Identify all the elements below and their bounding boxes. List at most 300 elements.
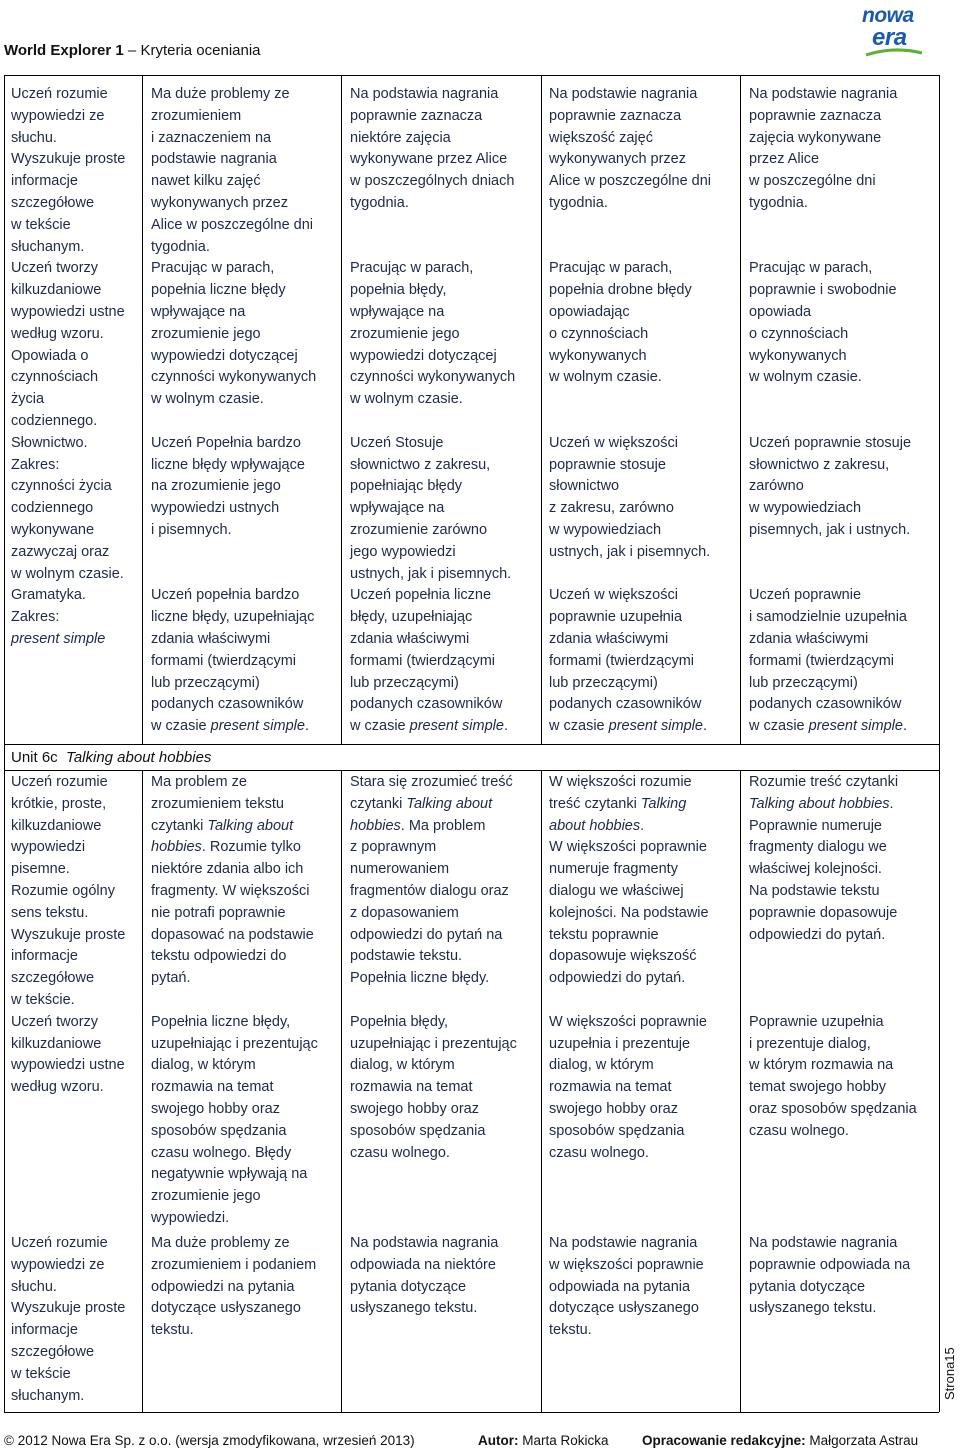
criteria-cell-r3-c3 — [350, 1233, 539, 1320]
criteria-line: wypowiedzi ustnych — [151, 500, 280, 517]
criteria-line: Uczeń rozumie — [11, 1235, 108, 1251]
criteria-line: w wolnym czasie. — [11, 565, 124, 582]
criteria-line — [749, 237, 937, 259]
criteria-line: wypowiedzi — [11, 839, 86, 856]
criteria-line: Opowiada o — [11, 347, 89, 364]
criteria-cell-r3-c2 — [151, 1233, 339, 1342]
criteria-line: tekstu poprawnie — [549, 926, 659, 943]
nowa-era-logo — [862, 4, 930, 58]
criteria-line: niektóre zdania albo ich — [151, 861, 304, 878]
criteria-line: lub przeczącymi) — [350, 674, 459, 691]
criteria-line — [151, 564, 339, 586]
criteria-line: lub przeczącymi) — [749, 674, 858, 691]
table-col-rule — [4, 744, 5, 771]
criteria-line: większość zajęć — [549, 129, 653, 146]
criteria-line: W większości poprawnie — [549, 839, 707, 856]
criteria-line: słownictwo z zakresu, — [749, 456, 890, 473]
criteria-line: swojego hobby oraz — [549, 1100, 678, 1117]
criteria-line: wypowiedzi. — [151, 1209, 230, 1226]
criteria-line: lub przeczącymi) — [151, 674, 260, 691]
criteria-line: oraz sposobów spędzania — [749, 1100, 917, 1117]
criteria-line: zajęcia wykonywane — [749, 129, 882, 146]
criteria-line — [749, 215, 937, 237]
criteria-line: poprawnie stosuje — [549, 456, 666, 473]
criteria-cell-r1-c4 — [549, 84, 738, 738]
criteria-line: uzupełniając i prezentując — [151, 1035, 318, 1052]
criteria-line: z dopasowaniem — [350, 904, 459, 921]
criteria-line: Uczeń poprawnie — [749, 587, 862, 604]
criteria-line: dotyczące usłyszanego — [549, 1300, 699, 1317]
criteria-line: czynności wykonywanych — [151, 369, 317, 386]
criteria-cell-r2-c3 — [350, 772, 539, 1164]
table-col-rule — [341, 771, 342, 1232]
criteria-line: kolejności. Na podstawie — [549, 904, 709, 921]
criteria-line: błędy, uzupełniając — [350, 609, 473, 626]
side-page-label: Strona15 — [942, 1347, 957, 1400]
table-col-rule — [939, 744, 940, 771]
criteria-line — [749, 411, 937, 433]
criteria-line — [749, 946, 937, 968]
criteria-line: zdania właściwymi — [151, 630, 271, 647]
criteria-cell-r1-c3 — [350, 84, 539, 738]
criteria-line: Pracując w parach, — [549, 260, 673, 277]
criteria-line: krótkie, proste, — [11, 795, 107, 812]
criteria-cell-r3-c5 — [749, 1233, 937, 1320]
criteria-line: poprawnie odpowiada na — [749, 1256, 911, 1273]
criteria-line: pisemnych, jak i ustnych. — [749, 521, 911, 538]
criteria-line: życia — [11, 391, 45, 408]
criteria-line — [749, 990, 937, 1012]
criteria-line: tygodnia. — [151, 238, 210, 255]
criteria-line: informacje — [11, 1322, 78, 1339]
footer-editor-label: Opracowanie redakcyjne: — [642, 1433, 806, 1448]
criteria-line: Uczeń w większości — [549, 434, 678, 451]
criteria-line: wykonywanych przez — [549, 151, 686, 168]
criteria-line: Wyszukuje proste — [11, 151, 126, 168]
unit-topic: Talking about hobbies — [66, 749, 212, 766]
table-col-rule — [4, 771, 5, 1232]
criteria-cell-r3-c4 — [549, 1233, 738, 1342]
criteria-line: lub przeczącymi) — [549, 674, 658, 691]
criteria-line: szczegółowe — [11, 194, 95, 211]
criteria-line: hobbies. Rozumie tylko — [151, 839, 301, 856]
criteria-line: Zakres: — [11, 456, 60, 473]
criteria-line: w czasie present simple. — [549, 718, 707, 735]
criteria-line: dopasowuje większość — [549, 948, 697, 965]
table-rule-top — [4, 75, 939, 76]
logo-word-nowa: nowa — [862, 4, 914, 27]
criteria-line: Uczeń w większości — [549, 587, 678, 604]
criteria-line: Ma duże problemy ze — [151, 1235, 290, 1251]
criteria-line: fragmenty dialogu we — [749, 839, 887, 856]
criteria-line: informacje — [11, 173, 78, 190]
criteria-line: i prezentuje dialog, — [749, 1035, 871, 1052]
criteria-line: tygodnia. — [749, 194, 808, 211]
criteria-line: w wolnym czasie. — [749, 369, 862, 386]
criteria-line: pytania dotyczące — [749, 1278, 866, 1295]
criteria-line: tekstu. — [549, 1322, 592, 1339]
criteria-line — [549, 564, 738, 586]
criteria-line: poprawnie zaznacza — [549, 107, 682, 124]
criteria-line: ustnych, jak i pisemnych. — [549, 543, 711, 560]
criteria-line: uzupełniając i prezentując — [350, 1035, 517, 1052]
criteria-line: podanych czasowników — [749, 696, 902, 713]
criteria-line: wykonywane przez Alice — [350, 151, 508, 168]
criteria-line: w wypowiedziach — [549, 521, 662, 538]
criteria-line: kilkuzdaniowe — [11, 282, 102, 299]
table-col-rule — [541, 771, 542, 1232]
criteria-line: negatywnie wpływają na — [151, 1166, 308, 1183]
table-col-rule — [541, 1232, 542, 1412]
criteria-line: rozmawia na temat — [151, 1079, 274, 1096]
criteria-line: odpowiedzi do pytań na — [350, 926, 503, 943]
table-col-rule — [939, 75, 940, 744]
criteria-line: w tekście. — [11, 991, 75, 1008]
criteria-line: Rozumie treść czytanki — [749, 774, 899, 790]
criteria-line: z poprawnym — [350, 839, 437, 856]
criteria-line: słuchu. — [11, 1278, 57, 1295]
criteria-line: zrozumieniem i podaniem — [151, 1256, 317, 1273]
criteria-line: fragmentów dialogu oraz — [350, 882, 509, 899]
criteria-line: zrozumienie zarówno — [350, 521, 488, 538]
table-rule-mid-2 — [4, 770, 939, 771]
criteria-line: tekstu. — [151, 1322, 194, 1339]
criteria-line: czynnościach — [11, 369, 99, 386]
criteria-line: pytań. — [151, 970, 191, 987]
unit-heading — [11, 749, 211, 766]
criteria-line: formami (twierdzącymi — [549, 652, 695, 669]
criteria-line — [350, 215, 539, 237]
criteria-line: poprawnie uzupełnia — [549, 609, 683, 626]
footer-author-value: Marta Rokicka — [522, 1433, 609, 1448]
criteria-line: usłyszanego tekstu. — [350, 1300, 478, 1317]
criteria-cell-r3-c1 — [11, 1233, 140, 1407]
criteria-line: z zakresu, zarówno — [549, 500, 674, 517]
criteria-line: formami (twierdzącymi — [350, 652, 496, 669]
criteria-line — [549, 237, 738, 259]
table-rule-mid-1 — [4, 744, 939, 745]
criteria-line: Uczeń poprawnie stosuje — [749, 434, 912, 451]
criteria-line: popełnia liczne błędy — [151, 282, 286, 299]
criteria-line: Na podstawie tekstu — [749, 882, 880, 899]
criteria-line — [350, 411, 539, 433]
criteria-line: Poprawnie uzupełnia — [749, 1013, 884, 1030]
criteria-line: w wolnym czasie. — [350, 391, 463, 408]
criteria-line: Poprawnie numeruje — [749, 817, 882, 834]
criteria-cell-r1-c2 — [151, 84, 339, 738]
criteria-line: słuchanym. — [11, 1387, 85, 1404]
criteria-line: w wolnym czasie. — [151, 391, 264, 408]
criteria-line: Stara się zrozumieć treść — [350, 774, 513, 790]
criteria-line: właściwej kolejności. — [749, 861, 882, 878]
criteria-line: odpowiada na pytania — [549, 1278, 691, 1295]
criteria-line: podanych czasowników — [549, 696, 702, 713]
criteria-line: i pisemnych. — [151, 521, 232, 538]
criteria-line: nie potrafi poprawnie — [151, 904, 286, 921]
criteria-line: w tekście — [11, 216, 71, 233]
criteria-line: Ma problem ze — [151, 774, 247, 790]
criteria-line: o czynnościach — [549, 325, 649, 342]
criteria-line — [151, 542, 339, 564]
criteria-line: Uczeń popełnia liczne — [350, 587, 492, 604]
criteria-line: nawet kilku zajęć — [151, 173, 261, 190]
criteria-line: wykonywane — [11, 521, 95, 538]
criteria-line: i samodzielnie uzupełnia — [749, 609, 907, 626]
criteria-line: sposobów spędzania — [549, 1122, 685, 1139]
criteria-line: podstawie tekstu. — [350, 948, 463, 965]
criteria-line: wykonywanych — [549, 347, 647, 364]
criteria-line: Uczeń rozumie — [11, 774, 108, 790]
criteria-line: dialog, w którym — [151, 1057, 256, 1074]
criteria-line: odpowiada na niektóre — [350, 1256, 496, 1273]
criteria-line: W większości poprawnie — [549, 1013, 707, 1030]
criteria-line: zrozumienie jego — [151, 1188, 261, 1205]
criteria-line: podanych czasowników — [151, 696, 304, 713]
criteria-line: według wzoru. — [11, 1079, 104, 1096]
criteria-line: dialogu we właściwej — [549, 882, 684, 899]
criteria-line — [749, 968, 937, 990]
criteria-line: ustnych, jak i pisemnych. — [350, 565, 512, 582]
criteria-line: wypowiedzi dotyczącej — [350, 347, 497, 364]
criteria-line: czytanki Talking about — [151, 817, 294, 834]
criteria-line: kilkuzdaniowe — [11, 817, 102, 834]
title-subtitle: Kryteria oceniania — [140, 42, 261, 59]
criteria-line: na zrozumienie jego — [151, 478, 281, 495]
criteria-line: Uczeń tworzy — [11, 1013, 99, 1030]
footer-copyright: © 2012 Nowa Era Sp. z o.o. (wersja zmodyfikowana, wrzesień 2013) — [4, 1433, 415, 1448]
criteria-line — [749, 542, 937, 564]
criteria-line: Uczeń Popełnia bardzo — [151, 434, 301, 451]
criteria-line: Na podstawie nagrania — [749, 86, 898, 102]
criteria-line: o czynnościach — [749, 325, 849, 342]
criteria-line: wypowiedzi ustne — [11, 1057, 125, 1074]
criteria-line: formami (twierdzącymi — [749, 652, 895, 669]
criteria-line: numerowaniem — [350, 861, 450, 878]
criteria-line: swojego hobby oraz — [350, 1100, 479, 1117]
criteria-line — [350, 990, 539, 1012]
criteria-line: fragmenty. W większości — [151, 882, 310, 899]
table-col-rule — [740, 771, 741, 1232]
criteria-line: przez Alice — [749, 151, 820, 168]
title-series: World Explorer 1 — [4, 42, 124, 59]
criteria-line: niektóre zajęcia — [350, 129, 451, 146]
footer-editor — [642, 1433, 918, 1448]
criteria-line: dialog, w którym — [350, 1057, 455, 1074]
criteria-line: pisemne. — [11, 861, 70, 878]
logo-swoosh-icon — [864, 48, 924, 58]
criteria-line: Alice w poszczególne dni — [151, 216, 314, 233]
criteria-line: poprawnie dopasowuje — [749, 904, 898, 921]
footer-author — [478, 1433, 609, 1448]
criteria-cell-r2-c5 — [749, 772, 937, 1143]
criteria-line: sens tekstu. — [11, 904, 89, 921]
table-col-rule — [142, 75, 143, 744]
side-page-number — [940, 1336, 958, 1402]
criteria-line: Pracując w parach, — [749, 260, 873, 277]
criteria-line: wpływające na — [151, 303, 246, 320]
criteria-line: wypowiedzi ze — [11, 107, 105, 124]
criteria-cell-r2-c4 — [549, 772, 738, 1164]
criteria-line: informacje — [11, 948, 78, 965]
table-col-rule — [740, 1232, 741, 1412]
criteria-line: temat swojego hobby — [749, 1079, 887, 1096]
criteria-line: w większości poprawnie — [549, 1256, 704, 1273]
criteria-line: i zaznaczeniem na — [151, 129, 272, 146]
criteria-line: Wyszukuje proste — [11, 1300, 126, 1317]
criteria-line: Uczeń tworzy — [11, 260, 99, 277]
criteria-line: czasu wolnego. — [549, 1144, 649, 1161]
criteria-line: wypowiedzi ze — [11, 1256, 105, 1273]
criteria-line: numeruje fragmenty — [549, 861, 678, 878]
criteria-line — [549, 411, 738, 433]
table-col-rule — [541, 75, 542, 744]
criteria-line: rozmawia na temat — [350, 1079, 473, 1096]
criteria-line: Uczeń Stosuje — [350, 434, 444, 451]
criteria-line: treść czytanki Talking — [549, 795, 687, 812]
criteria-line: zrozumieniem — [151, 107, 242, 124]
table-rule-bottom — [4, 1412, 939, 1413]
criteria-line: poprawnie zaznacza — [749, 107, 882, 124]
criteria-line: present simple — [11, 630, 106, 647]
criteria-line: zrozumienie jego — [151, 325, 261, 342]
criteria-line: w tekście — [11, 1365, 71, 1382]
criteria-line: zarówno — [749, 478, 804, 495]
table-col-rule — [740, 75, 741, 744]
criteria-line: podstawie nagrania — [151, 151, 277, 168]
criteria-line: swojego hobby oraz — [151, 1100, 280, 1117]
table-col-rule — [142, 771, 143, 1232]
logo-word-era: era — [872, 24, 907, 51]
criteria-line: Uczeń popełnia bardzo — [151, 587, 300, 604]
criteria-line — [549, 389, 738, 411]
criteria-line — [749, 389, 937, 411]
criteria-line: Pracując w parach, — [350, 260, 474, 277]
criteria-line: w wolnym czasie. — [549, 369, 662, 386]
criteria-line — [350, 237, 539, 259]
criteria-line: Popełnia liczne błędy, — [151, 1013, 291, 1030]
criteria-line: Pracując w parach, — [151, 260, 275, 277]
criteria-line: uzupełnia i prezentuje — [549, 1035, 691, 1052]
criteria-line: wykonywanych przez — [151, 194, 288, 211]
criteria-line: Na podstawia nagrania — [350, 1235, 499, 1251]
criteria-line: sposobów spędzania — [151, 1122, 287, 1139]
criteria-line: wykonywanych — [749, 347, 847, 364]
criteria-line: opowiadając — [549, 303, 630, 320]
criteria-line: zdania właściwymi — [749, 630, 869, 647]
criteria-line: czasu wolnego. Błędy — [151, 1144, 292, 1161]
criteria-line: usłyszanego tekstu. — [749, 1300, 877, 1317]
criteria-line: kilkuzdaniowe — [11, 1035, 102, 1052]
criteria-line: czytanki Talking about — [350, 795, 493, 812]
criteria-line: pytania dotyczące — [350, 1278, 467, 1295]
criteria-line: w którym rozmawia na — [749, 1057, 894, 1074]
criteria-line: Popełnia błędy, — [350, 1013, 449, 1030]
footer-author-label: Autor: — [478, 1433, 519, 1448]
criteria-line: wpływające na — [350, 303, 445, 320]
criteria-line: Na podstawia nagrania — [350, 86, 499, 102]
criteria-line: hobbies. Ma problem — [350, 817, 486, 834]
table-col-rule — [4, 75, 5, 744]
criteria-line: popełnia drobne błędy — [549, 282, 692, 299]
criteria-line: słuchu. — [11, 129, 57, 146]
criteria-line: Na podstawie nagrania — [549, 86, 698, 102]
criteria-line — [749, 564, 937, 586]
criteria-cell-r1-c5 — [749, 84, 937, 738]
criteria-line — [151, 411, 339, 433]
criteria-line: słuchanym. — [11, 238, 85, 255]
criteria-line: about hobbies. — [549, 817, 645, 834]
criteria-line: formami (twierdzącymi — [151, 652, 297, 669]
criteria-line: czasu wolnego. — [350, 1144, 450, 1161]
criteria-line: W większości rozumie — [549, 774, 692, 790]
criteria-line — [151, 990, 339, 1012]
criteria-line: wpływające na — [350, 500, 445, 517]
criteria-line: dopasować na podstawie — [151, 926, 314, 943]
criteria-line: słownictwo z zakresu, — [350, 456, 491, 473]
criteria-line: Talking about hobbies. — [749, 795, 894, 812]
criteria-line: w poszczególne dni — [749, 173, 876, 190]
criteria-cell-r2-c2 — [151, 772, 339, 1230]
criteria-line: w czasie present simple. — [350, 718, 508, 735]
criteria-line: zrozumieniem tekstu — [151, 795, 284, 812]
criteria-line: liczne błędy wpływające — [151, 456, 305, 473]
criteria-line: w poszczególnych dniach — [350, 173, 515, 190]
criteria-line: Rozumie ogólny — [11, 882, 115, 899]
criteria-line: Wyszukuje proste — [11, 926, 126, 943]
criteria-line: Alice w poszczególne dni — [549, 173, 712, 190]
criteria-line: opowiada — [749, 303, 812, 320]
criteria-line: szczegółowe — [11, 970, 95, 987]
criteria-line: Zakres: — [11, 609, 60, 626]
criteria-line: codziennego — [11, 500, 94, 517]
criteria-line: Na podstawie nagrania — [549, 1235, 698, 1251]
criteria-line: zrozumienie jego — [350, 325, 460, 342]
criteria-cell-r1-c1 — [11, 84, 140, 651]
criteria-line: słownictwo — [549, 478, 620, 495]
criteria-line: czasu wolnego. — [749, 1122, 849, 1139]
table-col-rule — [142, 1232, 143, 1412]
table-col-rule — [939, 771, 940, 1232]
criteria-line: tygodnia. — [350, 194, 409, 211]
criteria-line: Ma duże problemy ze — [151, 86, 290, 102]
document-title: World Explorer 1 – Kryteria oceniania — [4, 42, 261, 59]
criteria-line: rozmawia na temat — [549, 1079, 672, 1096]
criteria-line: Uczeń rozumie — [11, 86, 108, 102]
criteria-line: odpowiedzi na pytania — [151, 1278, 295, 1295]
criteria-line: tekstu odpowiedzi do — [151, 948, 287, 965]
table-col-rule — [341, 1232, 342, 1412]
criteria-line: liczne błędy, uzupełniając — [151, 609, 315, 626]
criteria-line: czynności życia — [11, 478, 112, 495]
criteria-line: zazwyczaj oraz — [11, 543, 110, 560]
criteria-line: poprawnie zaznacza — [350, 107, 483, 124]
table-col-rule — [341, 75, 342, 744]
criteria-cell-r2-c1 — [11, 772, 140, 1099]
criteria-line: zdania właściwymi — [549, 630, 669, 647]
criteria-line: popełnia błędy, — [350, 282, 447, 299]
criteria-line: zdania właściwymi — [350, 630, 470, 647]
criteria-line: tygodnia. — [549, 194, 608, 211]
criteria-line: w wypowiedziach — [749, 500, 862, 517]
unit-code: Unit 6c — [11, 749, 58, 766]
criteria-line: Na podstawie nagrania — [749, 1235, 898, 1251]
criteria-line: według wzoru. — [11, 325, 104, 342]
table-col-rule — [4, 1232, 5, 1412]
footer-editor-value: Małgorzata Astrau — [809, 1433, 919, 1448]
criteria-line: w czasie present simple. — [151, 718, 309, 735]
criteria-line: czynności wykonywanych — [350, 369, 516, 386]
criteria-line: w czasie present simple. — [749, 718, 907, 735]
